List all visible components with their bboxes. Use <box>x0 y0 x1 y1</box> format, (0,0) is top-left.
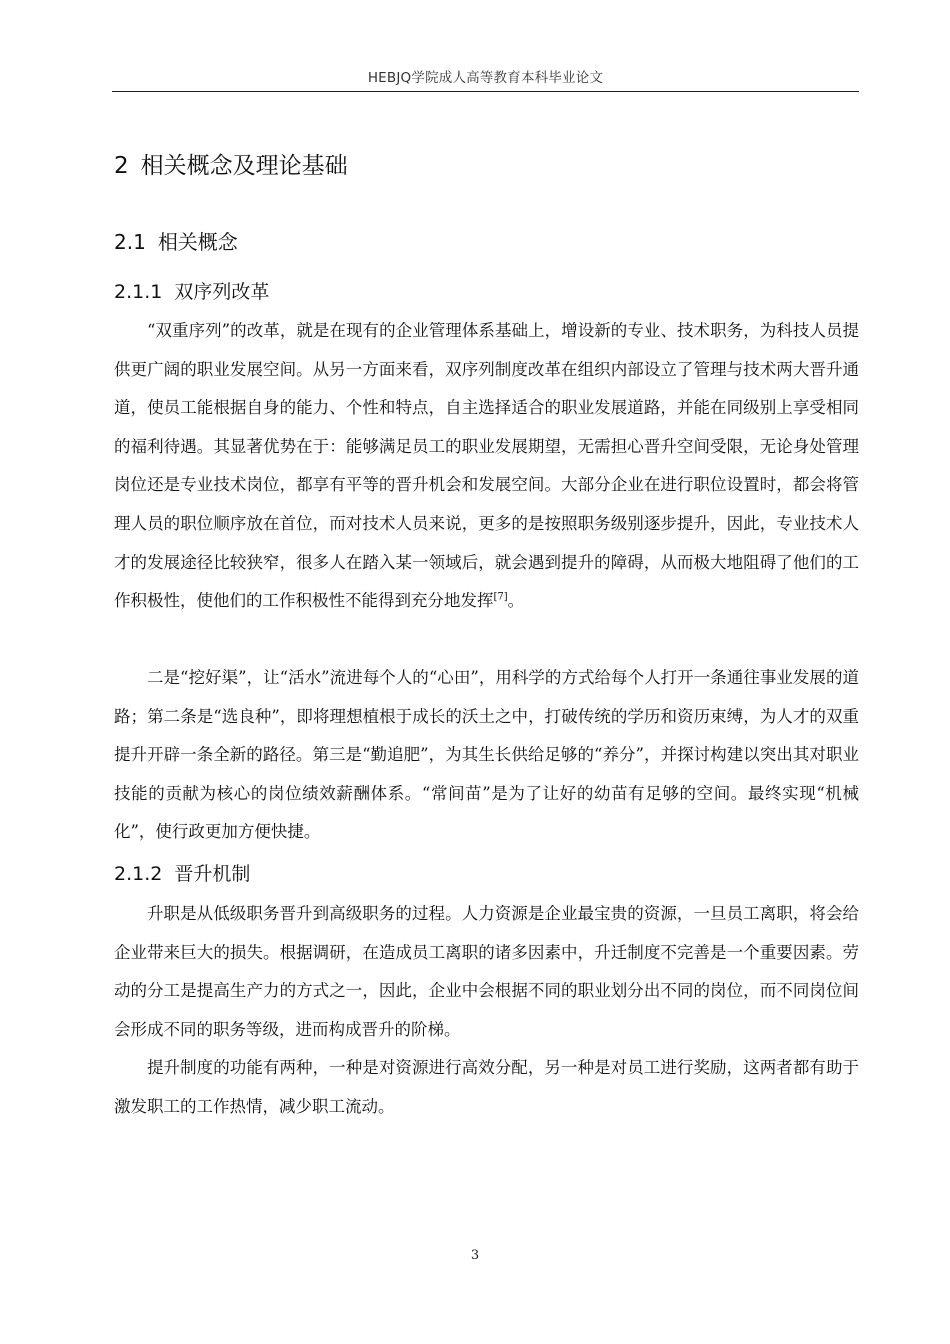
paragraph-tail: 。 <box>507 591 525 611</box>
chapter-number: 2 <box>114 153 129 179</box>
page-number: 3 <box>470 1248 480 1263</box>
section-title: 相关概念 <box>157 230 238 254</box>
section-number: 2.1 <box>114 230 146 254</box>
subsection-title: 双序列改革 <box>174 281 270 303</box>
chapter-heading <box>114 147 348 180</box>
header-rule <box>112 91 859 92</box>
citation-marker: [7] <box>493 591 508 603</box>
page-header: HEBJQ学院成人高等教育本科毕业论文 <box>367 70 604 86</box>
body-paragraph: 二是“挖好渠”，让“活水”流进每个人的“心田”，用科学的方式给每个人打开一条通往事业发展的道路；第二条是“选良种”，即将理想植根于成长的沃土之中，打破传统的学历和资历束缚，为人才的双重提升开辟一条全新的路径。第三是“勤追肥”，为其生长供给足够的“养分”，并探讨构建以突出其对职业技能的贡献为核心的岗位绩效薪酬体系。“常间苗”是为了让好的幼苗有足够的空间。最终实现“机械化”，使行政更加方便快捷。 <box>114 668 859 842</box>
body-paragraph <box>114 312 859 621</box>
body-paragraph: 提升制度的功能有两种，一种是对资源进行高效分配，另一种是对员工进行奖励，这两者都有助于激发职工的工作热情，减少职工流动。 <box>114 1058 859 1116</box>
subsection-heading-1 <box>114 277 269 304</box>
subsection-heading-2 <box>114 859 250 886</box>
paragraph-text: “双重序列”的改革，就是在现有的企业管理体系基础上，增设新的专业、技术职务，为科技人员提供更广阔的职业发展空间。从另一方面来看，双序列制度改革在组织内部设立了管理与技术两大晋升通道，使员工能根据自身的能力、个性和特点，自主选择适合的职业发展道路，并能在同级别上享受相同的福利待遇。其显著优势在于：能够满足员工的职业发展期望，无需担心晋升空间受限，无论身处管理岗位还是专业技术岗位，都享有平等的晋升机会和发展空间。大部分企业在进行职位设置时，都会将管理人员的职位顺序放在首位，而对技术人员来说，更多的是按照职务级别逐步提升，因此，专业技术人才的发展途径比较狭窄，很多人在踏入某一领域后，就会遇到提升的障碍，从而极大地阻碍了他们的工作积极性，使他们的工作积极性不能得到充分地发挥 <box>114 321 859 611</box>
subsection-number: 2.1.2 <box>114 863 163 885</box>
subsection-number: 2.1.1 <box>114 281 163 303</box>
subsection-title: 晋升机制 <box>174 863 251 885</box>
section-heading <box>114 226 238 255</box>
body-paragraph: 升职是从低级职务晋升到高级职务的过程。人力资源是企业最宝贵的资源，一旦员工离职，将会给企业带来巨大的损失。根据调研，在造成员工离职的诸多因素中，升迁制度不完善是一个重要因素。劳动的分工是提高生产力的方式之一，因此，企业中会根据不同的职业划分出不同的岗位，而不同岗位间会形成不同的职务等级，进而构成晋升的阶梯。 <box>114 904 859 1039</box>
chapter-title: 相关概念及理论基础 <box>140 153 348 179</box>
